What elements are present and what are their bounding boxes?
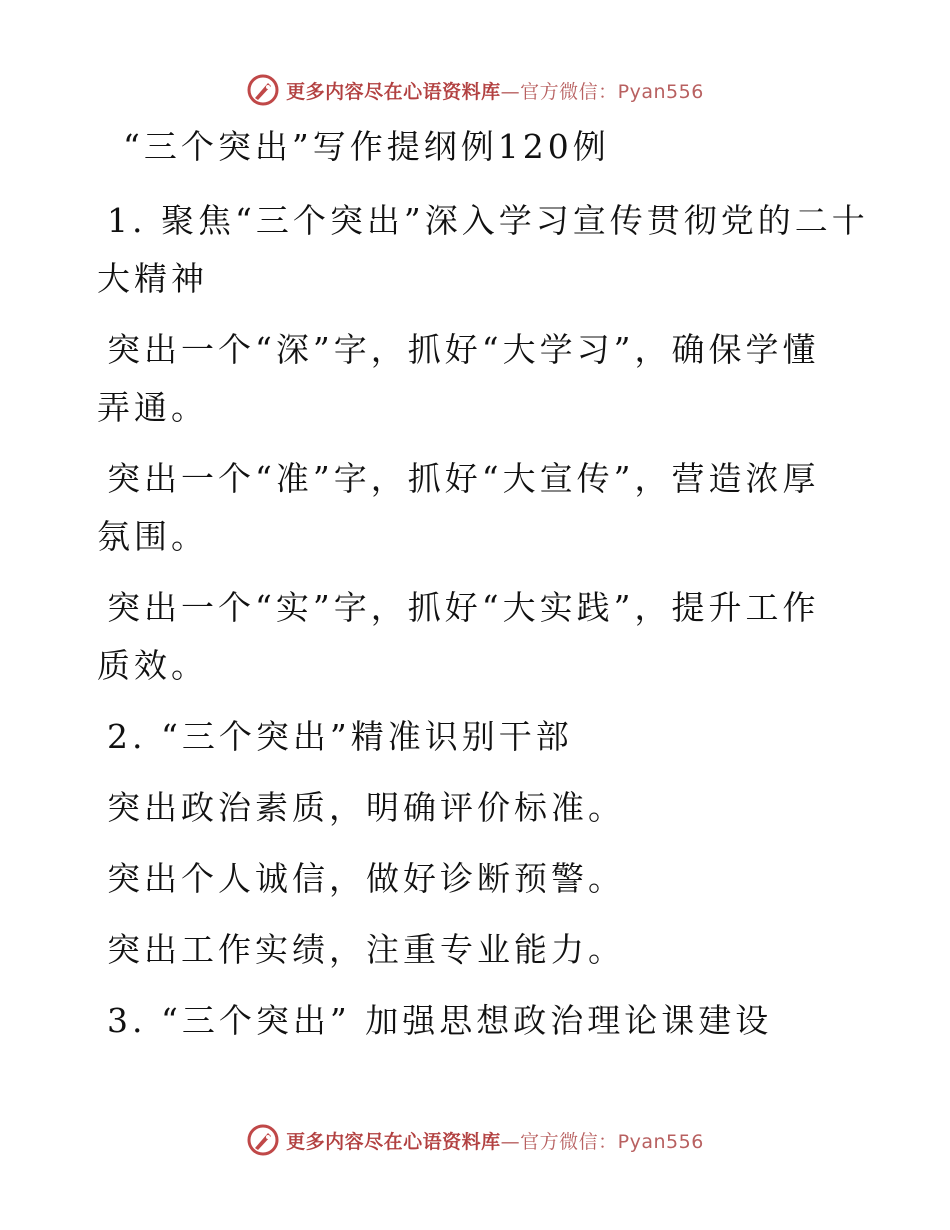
document-title: “三个突出”写作提纲例120例 [123,127,610,166]
section-2-paragraph-3: 突出工作实绩，注重专业能力。 [107,930,625,969]
footer-banner [0,1120,950,1160]
banner-separator: — [500,1130,521,1153]
section-2-paragraph-1: 突出政治素质，明确评价标准。 [107,788,625,827]
banner-contact: 官方微信：Pyan556 [520,80,704,103]
section-1-paragraph-3-cont: 质效。 [97,646,208,685]
section-1-paragraph-1: 突出一个“深”字，抓好“大学习”，确保学懂 [107,330,820,369]
section-1-paragraph-2-cont: 氛围。 [97,517,208,556]
banner-brand: 更多内容尽在心语资料库 [286,80,501,103]
banner-contact: 官方微信：Pyan556 [520,1130,704,1153]
section-2-paragraph-2: 突出个人诚信，做好诊断预警。 [107,859,625,898]
banner-text [286,77,704,104]
banner-separator: — [500,80,521,103]
pen-logo-icon [246,73,280,107]
section-2-heading: 2. “三个突出”精准识别干部 [107,717,573,756]
section-1-paragraph-1-cont: 弄通。 [97,388,208,427]
banner-content [246,1123,704,1157]
banner-content [246,73,704,107]
section-1-paragraph-2: 突出一个“准”字，抓好“大宣传”，营造浓厚 [107,459,820,498]
section-3-heading: 3. “三个突出” 加强思想政治理论课建设 [107,1001,773,1040]
pen-logo-icon [246,1123,280,1157]
banner-brand: 更多内容尽在心语资料库 [286,1130,501,1153]
section-1-heading-cont: 大精神 [97,259,208,298]
banner-text [286,1127,704,1154]
header-banner [0,70,950,110]
document-body [97,118,887,1050]
section-1-paragraph-3: 突出一个“实”字，抓好“大实践”，提升工作 [107,588,820,627]
section-1-heading: 1. 聚焦“三个突出”深入学习宣传贯彻党的二十 [107,201,869,240]
